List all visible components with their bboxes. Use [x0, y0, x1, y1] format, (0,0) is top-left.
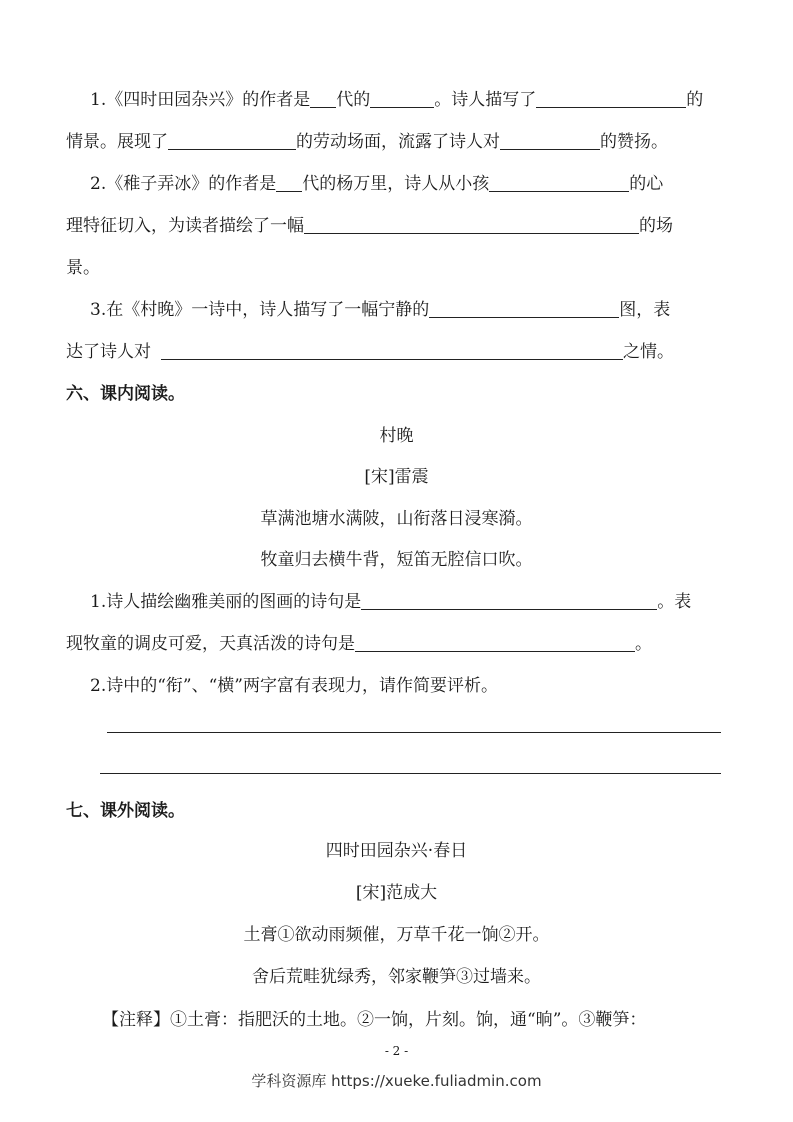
q2-text-e: 的场 [639, 216, 673, 236]
answer-blank[interactable] [489, 173, 629, 192]
q2-text-c: 的心 [629, 174, 664, 194]
q2-text-d: 理特征切入，为读者描绘了一幅 [66, 216, 304, 236]
s6-q1-text-b: 。表 [657, 592, 692, 612]
s6-q1-text-d: 。 [635, 634, 652, 654]
s6-q1-text-a: 1.诗人描绘幽雅美丽的图画的诗句是 [90, 592, 362, 612]
q2-line-1 [90, 173, 663, 195]
footer-link[interactable]: 学科资源库 https://xueke.fuliadmin.com [251, 1072, 542, 1090]
q2-text-b: 代的杨万里，诗人从小孩 [302, 174, 490, 194]
s6-q1-text-c: 现牧童的调皮可爱，天真活泼的诗句是 [66, 634, 355, 654]
q3-text-c: 达了诗人对 [66, 342, 151, 362]
poem-1-title: 村晚 [379, 426, 414, 446]
poem-1-line-2: 牧童归去横牛背，短笛无腔信口吹。 [260, 550, 533, 570]
answer-blank[interactable] [304, 215, 639, 234]
q1-text-a: 1.《四时田园杂兴》的作者是 [90, 90, 311, 110]
q2-text-a: 2.《稚子弄冰》的作者是 [90, 174, 277, 194]
section-6-heading: 六、课内阅读。 [66, 384, 185, 404]
answer-blank[interactable] [536, 89, 686, 108]
answer-blank[interactable] [310, 89, 336, 108]
q3-text-a: 3.在《村晚》一诗中，诗人描写了一幅宁静的 [90, 300, 430, 320]
q2-line-3: 景。 [66, 258, 100, 278]
poem-2-title: 四时田园杂兴·春日 [325, 841, 468, 861]
q1-text-c: 。诗人描写了 [434, 90, 537, 110]
answer-line[interactable] [100, 773, 721, 774]
answer-blank[interactable] [500, 131, 600, 150]
q1-text-f: 的劳动场面，流露了诗人对 [296, 132, 500, 152]
q3-line-2 [66, 341, 674, 363]
q3-line-1 [90, 299, 670, 321]
answer-blank[interactable] [276, 173, 302, 192]
s6-q1-line-1 [90, 591, 691, 613]
q3-text-d: 之情。 [623, 342, 674, 362]
q1-text-g: 的赞扬。 [600, 132, 668, 152]
annotation-note: 【注释】①土膏：指肥沃的土地。②一饷，片刻。饷，通“晌”。③鞭笋： [102, 1010, 647, 1030]
page-number: - 2 - [384, 1044, 409, 1058]
answer-blank[interactable] [361, 591, 657, 610]
q2-line-2 [66, 215, 673, 237]
q1-line-2 [66, 131, 668, 153]
section-7-heading: 七、课外阅读。 [66, 801, 185, 821]
answer-blank[interactable] [370, 89, 434, 108]
poem-1-author: [宋]雷震 [364, 467, 429, 487]
q3-text-b: 图，表 [619, 300, 671, 320]
answer-blank[interactable] [429, 299, 619, 318]
s6-q2-text: 2.诗中的“衔”、“横”两字富有表现力，请作简要评析。 [90, 676, 498, 696]
poem-1-line-1: 草满池塘水满陂，山衔落日浸寒漪。 [260, 509, 533, 529]
q1-text-e: 情景。展现了 [66, 132, 168, 152]
answer-blank[interactable] [161, 341, 623, 360]
answer-line[interactable] [107, 732, 721, 733]
answer-blank[interactable] [168, 131, 296, 150]
poem-2-line-1: 土膏①欲动雨频催，万草千花一饷②开。 [243, 925, 550, 945]
q1-text-d: 的 [686, 90, 704, 110]
answer-blank[interactable] [355, 633, 635, 652]
s6-q1-line-2 [66, 633, 652, 655]
q1-text-b: 代的 [336, 90, 371, 110]
poem-2-author: [宋]范成大 [355, 883, 438, 903]
poem-2-line-2: 舍后荒畦犹绿秀，邻家鞭笋③过墙来。 [252, 967, 541, 987]
q1-line-1 [90, 89, 703, 111]
